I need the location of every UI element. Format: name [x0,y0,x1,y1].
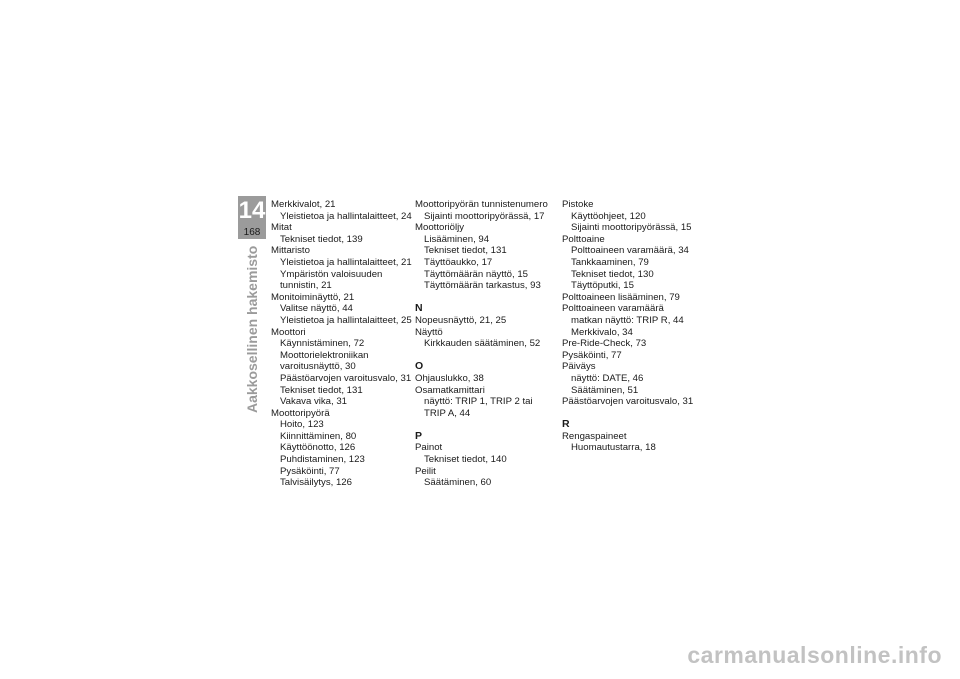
index-subentry: Täyttöputki, 15 [571,280,634,292]
index-entry: Pysäköinti, 77 [562,349,622,361]
chapter-marker [238,196,266,239]
index-subentry: Päästöarvojen varoitusvalo, 31 [280,372,412,384]
watermark: carmanualsonline.info [687,642,942,668]
index-subentry: Vakava vika, 31 [280,396,348,408]
index-entry: Moottoripyörä [271,407,330,419]
index-subentry: Tekniset tiedot, 131 [280,384,363,396]
index-entry: Nopeusnäyttö, 21, 25 [415,314,507,326]
index-subentry: Tekniset tiedot, 130 [571,268,654,280]
index-subentry: varoitusnäyttö, 30 [280,361,356,373]
index-entry: Moottoripyörän tunnistenumero [415,199,548,210]
index-entry: Moottoriöljy [415,222,465,234]
index-subentry: matkan näyttö: TRIP R, 44 [571,314,684,326]
index-subentry: Hoito, 123 [280,419,324,431]
index-column-3 [562,199,712,454]
index-subentry: Käynnistäminen, 72 [280,338,365,350]
index-subentry: näyttö: DATE, 46 [571,372,644,384]
index-subentry: Talvisäilytys, 126 [280,477,352,489]
section-title: Aakkosellinen hakemisto [244,246,260,414]
index-entry: Pre-Ride-Check, 73 [562,338,647,350]
index-subentry: Yleistietoa ja hallintalaitteet, 24 [280,210,412,222]
index-subentry: Yleistietoa ja hallintalaitteet, 25 [280,314,412,326]
index-entry: Ohjauslukko, 38 [415,372,484,384]
index-subentry: Säätäminen, 60 [424,477,492,489]
index-subentry: Sijainti moottoripyörässä, 17 [424,210,545,222]
index-entry: Näyttö [415,326,443,338]
index-subentry: Pysäköinti, 77 [280,465,340,477]
index-entry: Pistoke [562,199,594,210]
index-subentry: tunnistin, 21 [280,280,332,292]
index-subentry: Käyttöohjeet, 120 [571,210,646,222]
index-entry: Merkkivalot, 21 [271,199,336,210]
index-entry: Painot [415,442,443,454]
index-entry: Polttoaineen lisääminen, 79 [562,291,680,303]
index-subentry: Moottorielektroniikan [280,349,369,361]
index-letter: P [415,429,423,442]
index-subentry: Ympäristön valoisuuden [280,268,383,280]
index-subentry: Säätäminen, 51 [571,384,639,396]
index-subentry: Merkkivalo, 34 [571,326,633,338]
index-subentry: Tankkaaminen, 79 [571,256,649,268]
index-column-1 [271,199,421,489]
index-column-2 [415,199,565,489]
index-subentry: Tekniset tiedot, 139 [280,233,363,245]
index-entry: Rengaspaineet [562,430,627,442]
index-subentry: Sijainti moottoripyörässä, 15 [571,222,692,234]
index-subentry: Yleistietoa ja hallintalaitteet, 21 [280,256,412,268]
index-entry: Päiväys [562,361,596,373]
index-entry: Päästöarvojen varoitusvalo, 31 [562,396,694,408]
index-subentry: Puhdistaminen, 123 [280,454,365,466]
index-entry: Monitoiminäyttö, 21 [271,291,355,303]
index-subentry: Kirkkauden säätäminen, 52 [424,338,541,350]
index-entry: Osamatkamittari [415,384,485,396]
index-subentry: Polttoaineen varamäärä, 34 [571,245,689,257]
index-letter: R [562,418,570,431]
index-subentry: TRIP A, 44 [424,407,471,419]
index-subentry: Tekniset tiedot, 131 [424,245,507,257]
index-letter: O [415,360,424,373]
index-entry: Mitat [271,222,292,234]
index-entry: Moottori [271,326,306,338]
index-subentry: Tekniset tiedot, 140 [424,454,507,466]
index-letter: N [415,302,423,315]
index-entry: Mittaristo [271,245,310,257]
chapter-number: 14 [238,197,266,224]
index-subentry: Käyttöönotto, 126 [280,442,356,454]
index-entry: Peilit [415,465,436,477]
index-subentry: Täyttöaukko, 17 [424,256,493,268]
page-number: 168 [243,227,261,238]
index-subentry: Lisääminen, 94 [424,233,490,245]
index-subentry: Kiinnittäminen, 80 [280,430,357,442]
index-subentry: näyttö: TRIP 1, TRIP 2 tai [424,396,533,408]
index-subentry: Huomautustarra, 18 [571,442,656,454]
index-entry: Polttoaineen varamäärä [562,303,664,315]
index-subentry: Valitse näyttö, 44 [280,303,353,315]
index-subentry: Täyttömäärän näyttö, 15 [424,268,528,280]
chapter-box [238,196,266,239]
index-subentry: Täyttömäärän tarkastus, 93 [424,280,541,292]
index-entry: Polttoaine [562,233,605,245]
